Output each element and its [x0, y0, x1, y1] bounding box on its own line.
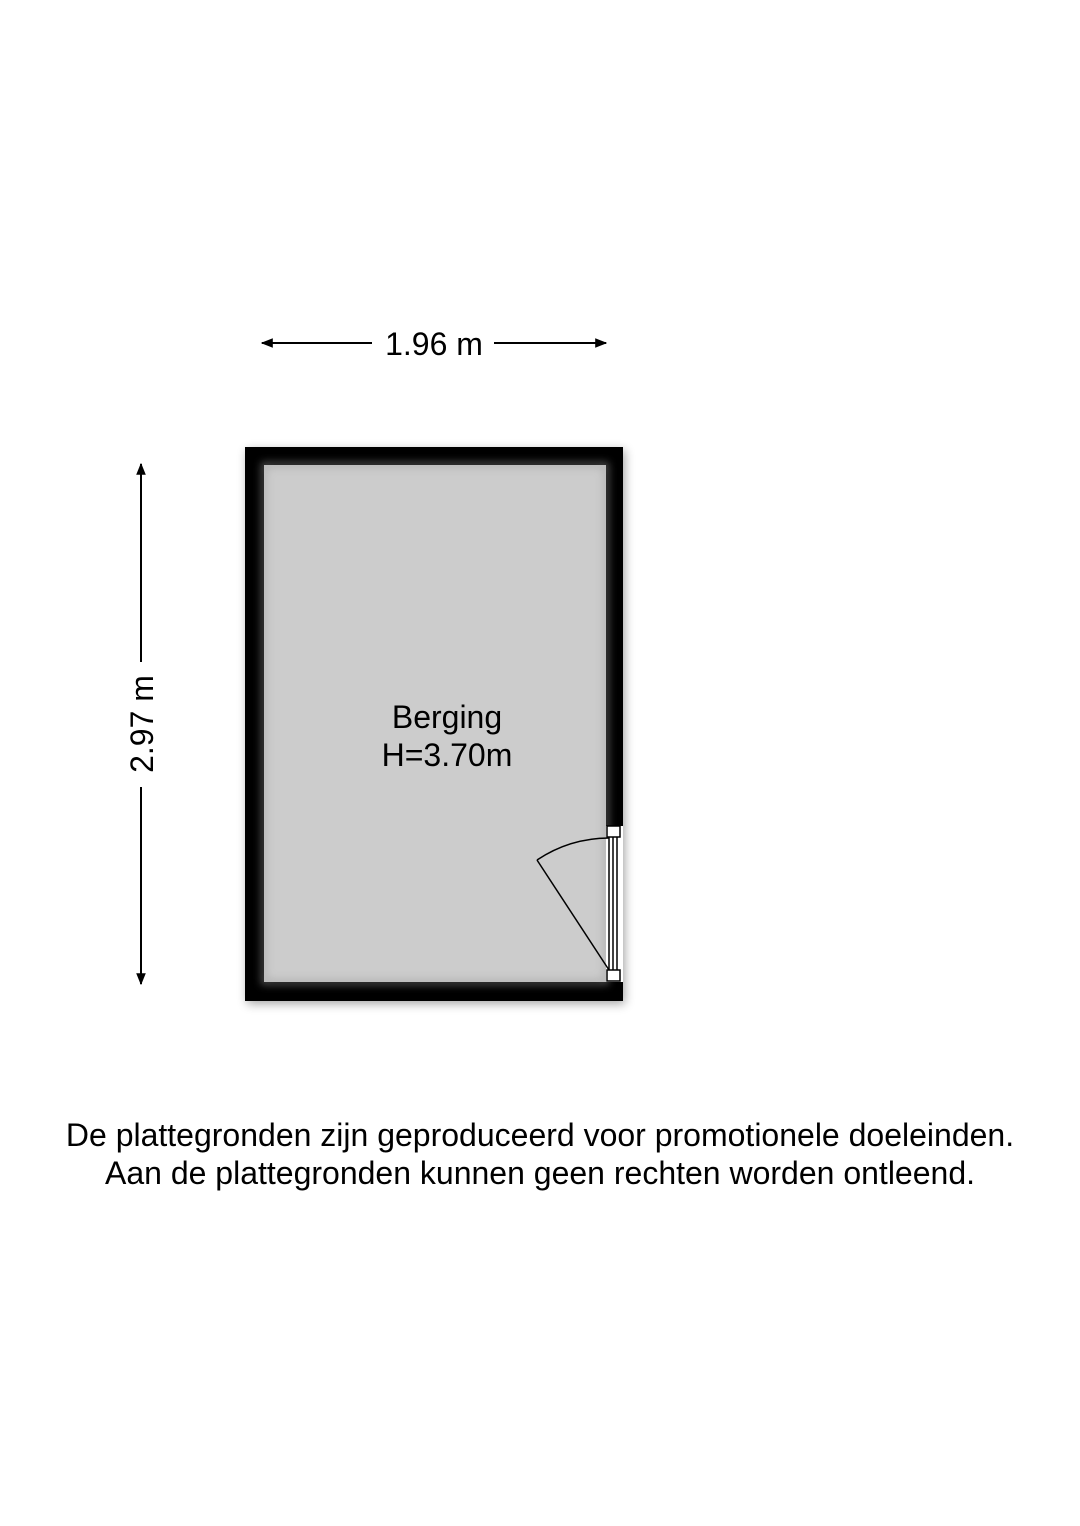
width-dimension-label: 1.96 m: [385, 326, 483, 362]
door-jamb-bottom: [607, 970, 620, 981]
disclaimer-line-2: Aan de plattegronden kunnen geen rechten worden ontleend.: [104, 1155, 975, 1191]
room-berging: [245, 447, 623, 1001]
room-name-label: Berging: [391, 699, 503, 735]
height-dimension: [124, 464, 160, 984]
door-jamb-top: [607, 826, 620, 837]
height-dimension-label: 2.97 m: [124, 675, 160, 773]
room-height-label: H=3.70m: [381, 737, 513, 773]
disclaimer: [0, 1116, 1080, 1192]
width-dimension: [262, 326, 606, 362]
disclaimer-line-1: De plattegronden zijn geproduceerd voor promotionele doeleinden.: [65, 1117, 1015, 1153]
